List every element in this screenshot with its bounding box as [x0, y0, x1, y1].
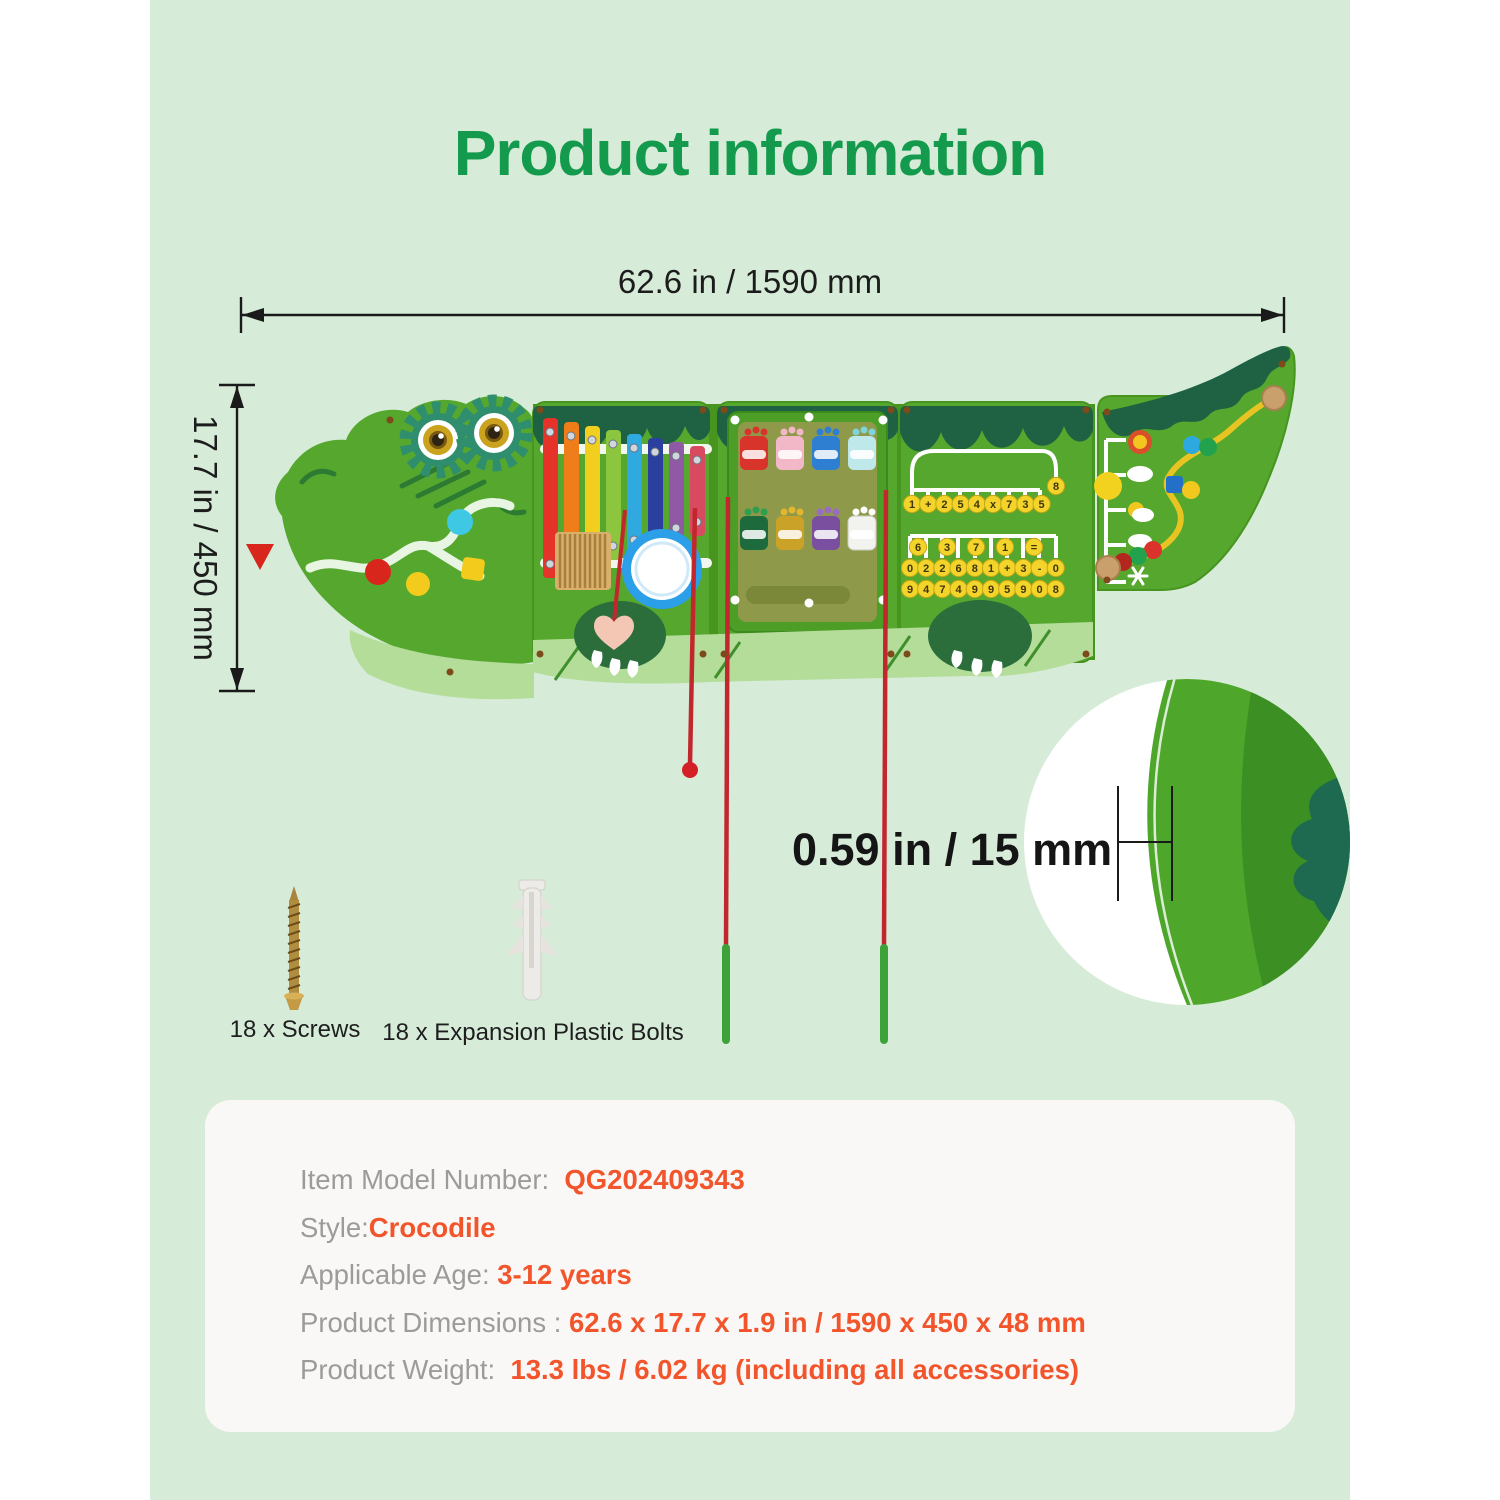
svg-text:3: 3 [943, 541, 951, 554]
plastic-anchor-graphic [496, 876, 568, 1014]
yellow-square-bead [461, 557, 486, 582]
svg-text:8: 8 [1052, 480, 1060, 493]
svg-text:9: 9 [987, 583, 995, 596]
spec-value: 13.3 lbs / 6.02 kg (including all accessories) [510, 1354, 1080, 1385]
svg-text:7: 7 [939, 583, 946, 596]
svg-text:3: 3 [1022, 498, 1029, 511]
svg-text:8: 8 [971, 562, 978, 575]
spec-value: QG202409343 [564, 1164, 745, 1195]
fishing-rod-right [884, 490, 886, 1040]
svg-text:5: 5 [1038, 498, 1045, 511]
cyan-circle-bead [447, 509, 473, 535]
svg-text:9: 9 [906, 583, 914, 596]
svg-text:0: 0 [1036, 583, 1043, 596]
svg-text:9: 9 [971, 583, 978, 596]
spec-row-dimensions [300, 1299, 1255, 1347]
thickness-dimension-label: 0.59 in / 15 mm [792, 824, 1113, 875]
number-discs-row-a [903, 495, 1050, 512]
spec-row-age [300, 1251, 1255, 1299]
blue-bead [1183, 436, 1201, 454]
specs-card [205, 1100, 1295, 1432]
height-dimension-label: 17.7 in / 450 mm [187, 415, 224, 661]
svg-text:8: 8 [1052, 583, 1059, 596]
svg-text:1: 1 [987, 562, 995, 575]
blue-cube-bead [1166, 476, 1183, 493]
svg-text:2: 2 [923, 562, 930, 575]
maze-channel [746, 586, 850, 604]
bolts-label: 18 x Expansion Plastic Bolts [382, 1019, 684, 1046]
svg-text:5: 5 [1004, 583, 1011, 596]
yellow-circle-bead [406, 572, 430, 596]
green-bead [1199, 438, 1217, 456]
page-title: Product information [453, 117, 1047, 189]
croc-tail-panel [1094, 346, 1295, 590]
fishing-rod-left [726, 497, 728, 1040]
spec-label: Applicable Age: [300, 1259, 498, 1290]
yellow-bead [1182, 481, 1200, 499]
spec-value: 62.6 x 17.7 x 1.9 in / 1590 x 450 x 48 mm [569, 1306, 1086, 1338]
spec-label: Item Model Number: [300, 1164, 565, 1195]
croc-jars-panel [717, 402, 898, 662]
red-circle-bead [365, 559, 391, 585]
width-dimension-label: 62.6 in / 1590 mm [617, 263, 883, 300]
scraper-block [555, 532, 611, 590]
svg-text:0: 0 [1052, 562, 1059, 575]
svg-text:6: 6 [955, 562, 962, 575]
croc-head [246, 396, 534, 699]
spec-row-style [300, 1204, 1255, 1252]
spec-value: Crocodile [368, 1211, 496, 1243]
svg-text:2: 2 [941, 498, 948, 511]
red-triangle-bead [246, 544, 274, 570]
svg-text:7: 7 [1006, 498, 1013, 511]
number-disc-extra [1047, 477, 1064, 494]
screw-graphic [262, 884, 326, 1020]
svg-text:4: 4 [973, 498, 980, 511]
cloud-icon [1127, 466, 1153, 482]
svg-text:1: 1 [1001, 541, 1009, 554]
svg-text:6: 6 [914, 541, 922, 554]
svg-text:4: 4 [923, 583, 930, 596]
svg-text:7: 7 [972, 541, 980, 554]
svg-text:3: 3 [1020, 562, 1027, 575]
spec-row-weight [300, 1346, 1255, 1394]
spec-label: Product Dimensions : [300, 1306, 569, 1338]
svg-text:0: 0 [906, 562, 914, 575]
svg-text:+: + [924, 498, 932, 511]
drum [622, 529, 702, 609]
wooden-knob [1096, 556, 1120, 580]
svg-text:-: - [1037, 562, 1042, 575]
svg-text:4: 4 [955, 583, 962, 596]
svg-text:9: 9 [1020, 583, 1027, 596]
svg-text:1: 1 [908, 498, 916, 511]
svg-text:+: + [1003, 562, 1011, 575]
spec-label: Style: [300, 1211, 369, 1243]
spec-label: Product Weight: [300, 1354, 511, 1385]
screws-label: 18 x Screws [229, 1016, 361, 1043]
svg-text:2: 2 [939, 562, 946, 575]
svg-text:5: 5 [957, 498, 964, 511]
spec-row-model [300, 1156, 1255, 1204]
svg-text:=: = [1030, 541, 1038, 554]
weather-slider-disc [1094, 472, 1122, 500]
svg-text:x: x [989, 498, 997, 511]
wooden-knob [1262, 386, 1286, 410]
spec-value: 3-12 years [497, 1259, 632, 1290]
